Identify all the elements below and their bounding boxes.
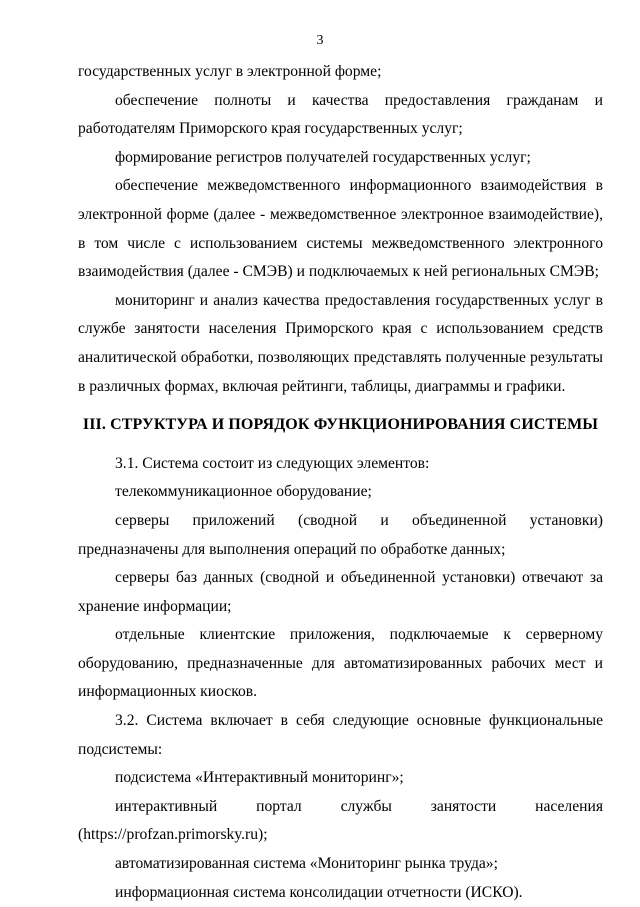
paragraphs-after-heading	[78, 450, 603, 907]
document-body	[78, 58, 603, 907]
paragraph: 3.1. Система состоит из следующих элементов:	[115, 454, 430, 472]
paragraph: государственных услуг в электронной форме;	[78, 63, 382, 80]
paragraph: телекоммуникационное оборудование;	[115, 483, 372, 501]
paragraph: автоматизированная система «Мониторинг рынка труда»;	[115, 855, 498, 873]
paragraph: мониторинг и анализ качества предоставления государственных услуг в службе занятости населения Приморского края с использованием средств аналитической обработки, позволяющих представлять полученные результаты в различных формах, включая рейтинги, таблицы, диаграммы и графики.	[78, 291, 603, 395]
paragraph: серверы баз данных (сводной и объединенной установки) отвечают за хранение информации;	[78, 569, 603, 615]
paragraph: подсистема «Интерактивный мониторинг»;	[115, 769, 404, 787]
paragraphs-before-heading	[78, 58, 603, 401]
paragraph: 3.2. Система включает в себя следующие основные функциональные подсистемы:	[78, 712, 603, 758]
paragraph: отдельные клиентские приложения, подключаемые к серверному оборудованию, предназначенные для автоматизированных рабочих мест и информационных киосков.	[78, 626, 603, 701]
section-heading: III. СТРУКТУРА И ПОРЯДОК ФУНКЦИОНИРОВАНИЯ СИСТЕМЫ	[82, 416, 599, 434]
paragraph: интерактивный портал службы занятости населения (https://profzan.primorsky.ru);	[78, 797, 603, 844]
paragraph: обеспечение полноты и качества предоставления гражданам и работодателям Приморского края государственных услуг;	[78, 91, 603, 138]
page-number: 3	[316, 33, 324, 48]
paragraph: обеспечение межведомственного информационного взаимодействия в электронной форме (далее - межведомственное электронное взаимодействие), в том числе с использованием системы межведомственного электронного взаимодействия (далее - СМЭВ) и подключаемых к ней региональных СМЭВ;	[78, 177, 603, 281]
paragraph: серверы приложений (сводной и объединенной установки) предназначены для выполнения операций по обработке данных;	[78, 511, 603, 558]
paragraph: информационная система консолидации отчетности (ИСКО).	[115, 883, 523, 901]
paragraph: формирование регистров получателей государственных услуг;	[115, 148, 531, 166]
